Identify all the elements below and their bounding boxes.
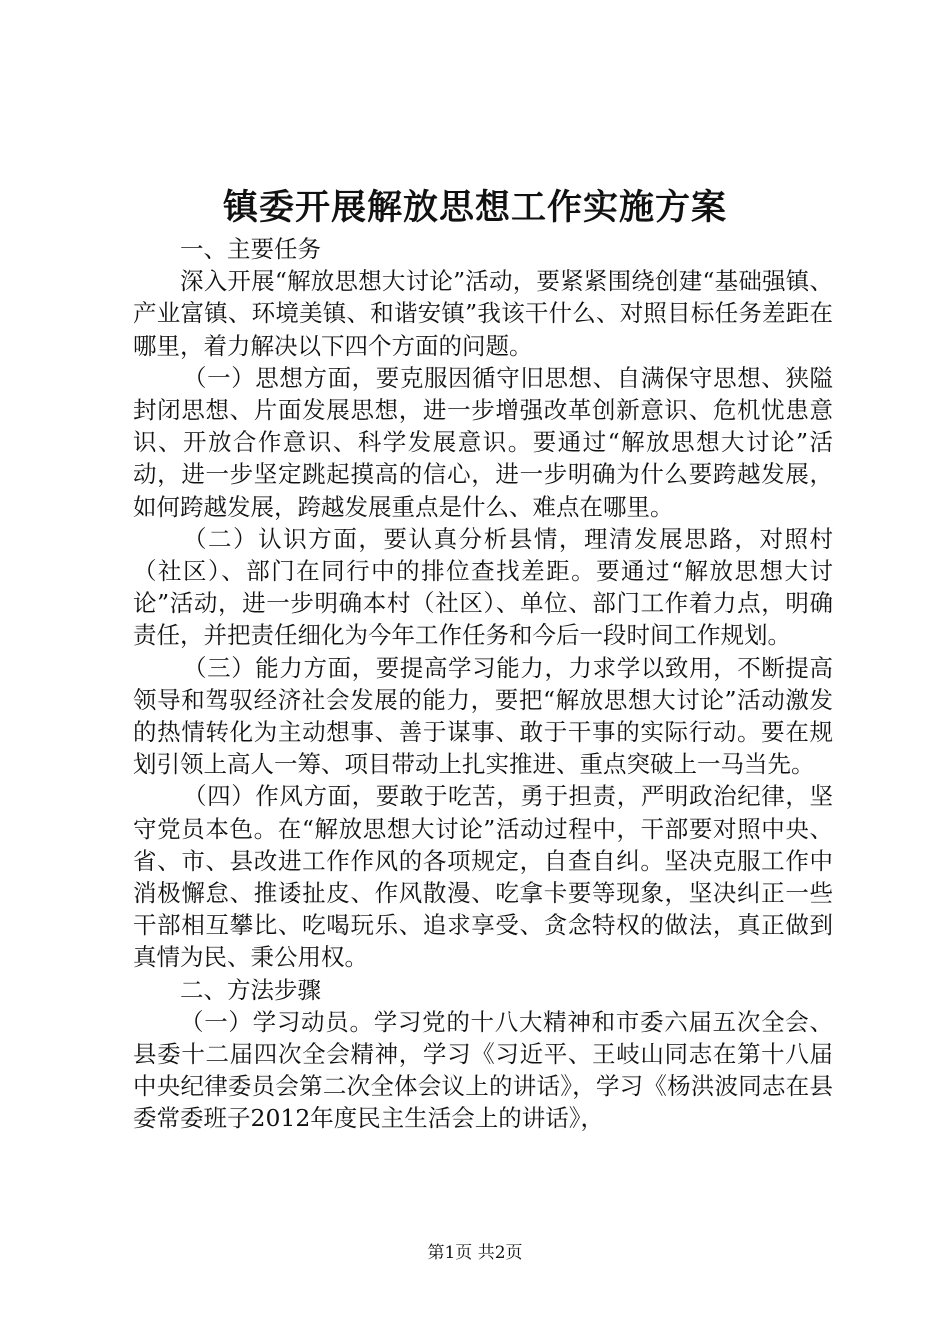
paragraph-style: （四）作风方面，要敢于吃苦，勇于担责，严明政治纪律，坚守党员本色。在“解放思想大讨论”活动过程中，干部要对照中央、省、市、县改进工作作风的各项规定，自查自纠。坚决克服工作中消极懈怠、推诿扯皮、作风散漫、吃拿卡要等现象，坚决纠正一些干部相互攀比、吃喝玩乐、追求享受、贪念特权的做法，真正做到真情为民、秉公用权。 — [133, 782, 833, 972]
section-heading-methods: 二、方法步骤 — [180, 975, 321, 1004]
document-body — [133, 233, 833, 1135]
paragraph-thinking: （一）思想方面，要克服因循守旧思想、自满保守思想、狭隘封闭思想、片面发展思想，进一步增强改革创新意识、危机忧患意识、开放合作意识、科学发展意识。要通过“解放思想大讨论”活动，进一步坚定跳起摸高的信心，进一步明确为什么要跨越发展，如何跨越发展，跨越发展重点是什么、难点在哪里。 — [133, 363, 833, 521]
page-number-footer: 第1页 共2页 — [427, 1243, 523, 1263]
document-title: 镇委开展解放思想工作实施方案 — [222, 187, 727, 228]
paragraph-understanding: （二）认识方面，要认真分析县情，理清发展思路，对照村（社区）、部门在同行中的排位查找差距。要通过“解放思想大讨论”活动，进一步明确本村（社区）、单位、部门工作着力点，明确责任，并把责任细化为今年工作任务和今后一段时间工作规划。 — [133, 524, 833, 650]
section-heading-main-tasks: 一、主要任务 — [180, 235, 321, 263]
paragraph-study-mobilization: （一）学习动员。学习党的十八大精神和市委六届五次全会、县委十二届四次全会精神，学习《习近平、王岐山同志在第十八届中央纪律委员会第二次全体会议上的讲话》，学习《杨洪波同志在县委常委班子2012年度民主生活会上的讲话》， — [133, 1007, 833, 1133]
paragraph-ability: （三）能力方面，要提高学习能力，力求学以致用，不断提高领导和驾驭经济社会发展的能力，要把“解放思想大讨论”活动激发的热情转化为主动想事、善于谋事、敢于干事的实际行动。要在规划引领上高人一筹、项目带动上扎实推进、重点突破上一马当先。 — [133, 653, 833, 779]
paragraph-intro: 深入开展“解放思想大讨论”活动，要紧紧围绕创建“基础强镇、产业富镇、环境美镇、和谐安镇”我该干什么、对照目标任务差距在哪里，着力解决以下四个方面的问题。 — [133, 267, 833, 360]
